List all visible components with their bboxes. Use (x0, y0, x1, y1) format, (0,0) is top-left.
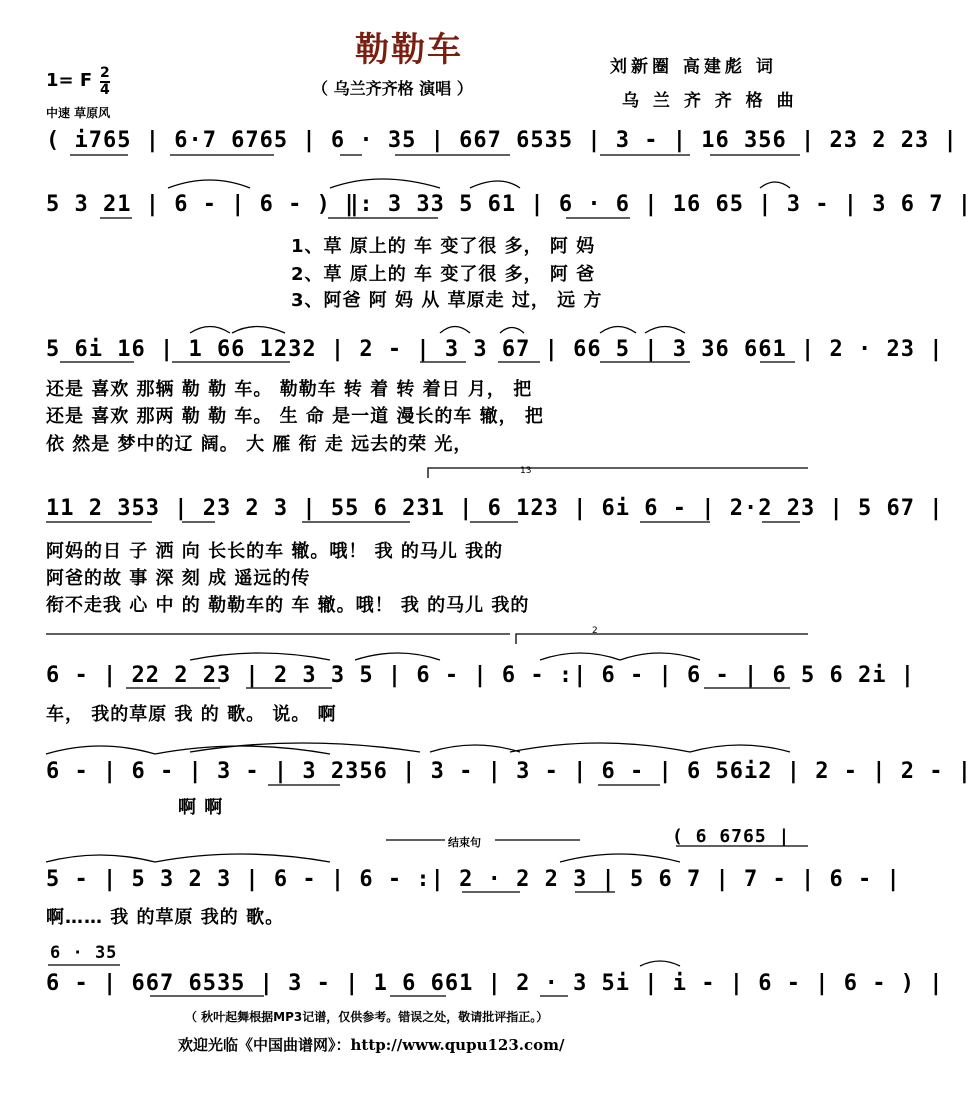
lyric-line-4-verse-2: 阿爸的故 事 深 刻 成 遥远的传 (46, 568, 311, 589)
lyric-line-5: 车， 我的草原 我 的 歌。 说。 啊 (46, 704, 337, 725)
volta-marker-2: 2 (592, 626, 598, 636)
song-title: 勒勒车 (355, 30, 463, 70)
score-line-2: 5 3 21 | 6 - | 6 - ) ‖: 3 33 5 61 | 6 · 6 | 16 65 | 3 - | 3 6 7 | (46, 192, 972, 217)
lyric-line-7: 啊…… 我 的草原 我的 歌。 (46, 907, 285, 928)
lyric-line-3-verse-2: 还是 喜欢 那两 勒 勒 车。 生 命 是一道 漫长的车 辙， 把 (46, 406, 544, 427)
time-signature-top: 2 (100, 65, 110, 81)
lyric-line-2-verse-3: 3、阿爸 阿 妈 从 草原走 过， 远 方 (291, 290, 603, 311)
composer-credit: 乌 兰 齐 齐 格 曲 (622, 91, 798, 111)
lyric-line-3-verse-3: 依 然是 梦中的辽 阔。 大 雁 衔 走 远去的荣 光， (46, 434, 473, 455)
lyric-line-3-verse-1: 还是 喜欢 那辆 勒 勒 车。 勒勒车 转 着 转 着日 月， 把 (46, 379, 533, 400)
score-line-3: 5 6i 16 | 1 66 1232 | 2 - | 3 3 67 | 66 5 | 3 36 661 | 2 · 23 | (46, 337, 944, 362)
lyric-line-4-verse-3: 衔不走我 心 中 的 勒勒车的 车 辙。哦！ 我 的马儿 我的 (46, 595, 530, 616)
site-credit: 欢迎光临《中国曲谱网》：http://www.qupu123.com/ (178, 1036, 565, 1054)
transcriber-note: （ 秋叶起舞根据MP3记谱，仅供参考。错误之处，敬请批评指正。） (185, 1010, 549, 1024)
lyric-line-2-verse-2: 2、草 原上的 车 变了很 多， 阿 爸 (291, 264, 596, 285)
score-line-8-small: 6 · 35 (50, 943, 118, 963)
volta-marker-1: 13 (520, 466, 532, 476)
tempo-marking: 中速 草原风 (46, 106, 111, 120)
time-signature (100, 66, 110, 98)
score-line-6: 6 - | 6 - | 3 - | 3 2356 | 3 - | 3 - | 6 - | 6 56i2 | 2 - | 2 - | (46, 759, 972, 784)
key-signature: 1= F (46, 70, 93, 91)
score-line-7: 5 - | 5 3 2 3 | 6 - | 6 - :| 2 · 2 2 3 | 5 6 7 | 7 - | 6 - | (46, 867, 901, 892)
singer-credit: （ 乌兰齐齐格 演唱 ） (312, 79, 473, 98)
time-signature-bottom: 4 (100, 82, 110, 98)
score-line-5: 6 - | 22 2 23 | 2 3 3 5 | 6 - | 6 - :| 6 - | 6 - | 6 5 6 2i | (46, 663, 915, 688)
lyric-line-2-verse-1: 1、草 原上的 车 变了很 多， 阿 妈 (291, 236, 596, 257)
score-line-8: 6 - | 667 6535 | 3 - | 1 6 661 | 2 · 3 5i | i - | 6 - | 6 - ) | (46, 971, 944, 996)
score-line-4: 11 2 353 | 23 2 3 | 55 6 231 | 6 123 | 6i 6 - | 2·2 23 | 5 67 | (46, 496, 944, 521)
lyric-line-4-verse-1: 阿妈的日 子 洒 向 长长的车 辙。哦！ 我 的马儿 我的 (46, 541, 504, 562)
score-line-1: ( i765 | 6·7 6765 | 6 · 35 | 667 6535 | 3 - | 16 356 | 23 2 23 | (46, 128, 958, 153)
lyricist-credit: 刘新圈 高建彪 词 (610, 57, 777, 77)
lyric-line-6: 啊 啊 (178, 797, 224, 818)
ending-label: 结束句 (448, 836, 481, 849)
ending-intro: ( 6 6765 | (672, 826, 791, 847)
